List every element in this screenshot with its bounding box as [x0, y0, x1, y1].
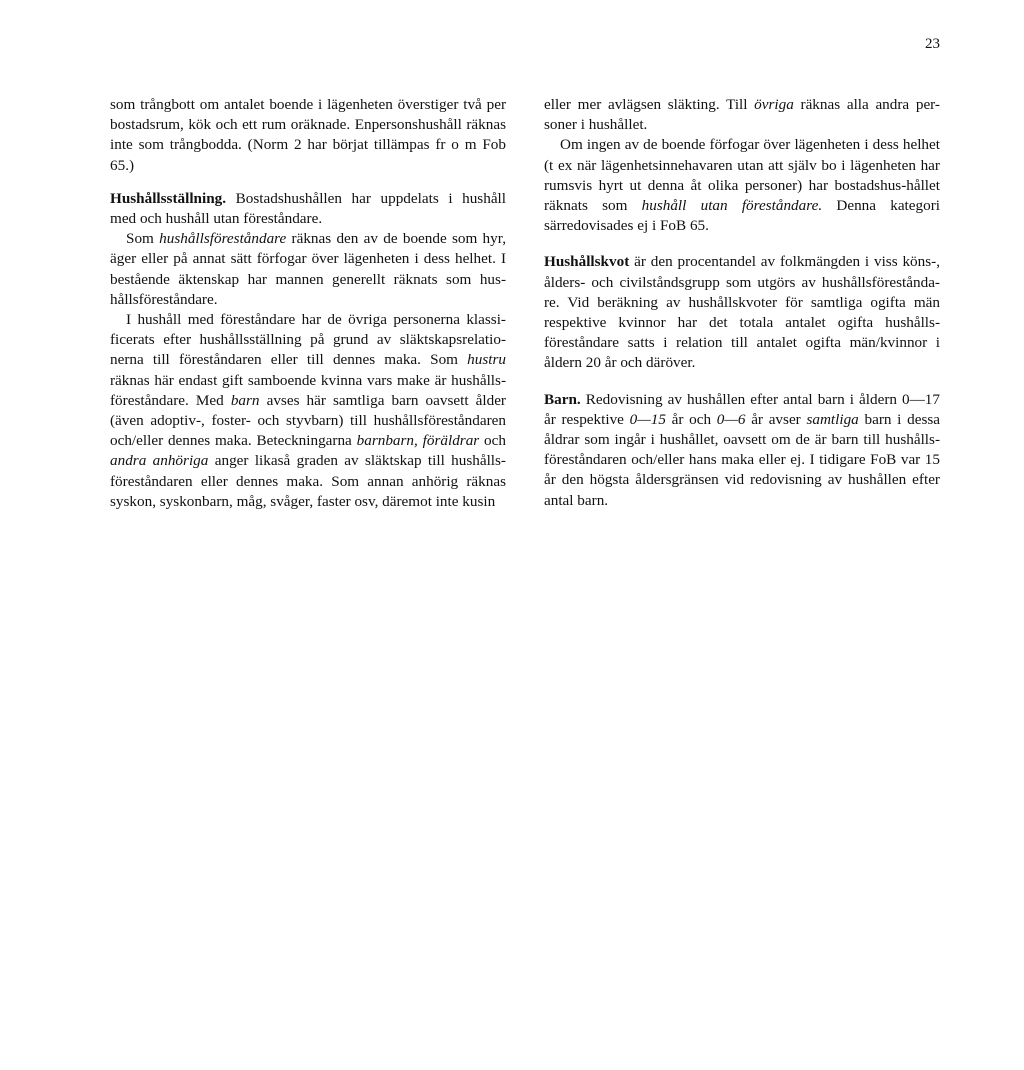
term-ovriga: övriga — [754, 96, 794, 113]
paragraph-hushall-med-forestandare — [110, 310, 506, 512]
text-segment: räknas här endast gift samboende kvinna vars make är hushålls-föreståndare. Med — [110, 371, 506, 409]
text-segment: anger likaså graden av släktskap till hushålls-föreståndaren eller dennes maka. Som annan anhörig räknas syskon, syskonbarn, måg, svåger, faster osv, däremot inte kusin — [110, 452, 506, 510]
text-hushallskvot: är den procentandel av folkmängden i viss köns-, ålders- och civilståndsgrupp som utgörs av hushållsförestånda-re. Vid beräkning av hushållskvoter för samtliga ogifta män respektive kvinnor har det totala antalet ogifta hushålls-föreståndare satts i relation till antalet ogifta män/kvinnor i åldern 20 år och däröver. — [544, 253, 940, 372]
text-segment: barn i dessa åldrar som ingår i hushållet, oavsett om de är barn till hushålls-föreståndaren och/eller hans maka eller ej. I tidigare FoB var 15 år den högsta åldersgränsen vid redovisning av hushållen efter antal barn. — [544, 410, 941, 509]
text-segment: år avser — [745, 410, 807, 428]
paragraph-barn — [544, 390, 940, 511]
term-barnbarn-foraldrar: barnbarn, föräldrar — [356, 432, 480, 450]
term-andra-anhoriga: andra anhöriga — [110, 452, 209, 470]
term-barn: barn — [230, 391, 260, 409]
term-0-15: 0—15 — [629, 410, 666, 428]
text-segment: Denna kategori särredovisades ej i FoB 65. — [544, 197, 940, 235]
text-segment: Om ingen av de boende förfogar över lägenheten i dess helhet (t ex när lägenhetsinnehavaren utan att själv bo i lägenheten har rumsvis hyrt ut denna åt olika personer) har bostadshus-hållet räknats som — [544, 136, 940, 215]
paragraph-hushallsforestandare — [110, 229, 506, 310]
page-number: 23 — [925, 36, 940, 52]
text-hushallsstallning: Bostadshushållen har uppdelats i hushåll med och hushåll utan föreståndare. — [110, 189, 506, 228]
text-segment: räknas alla andra per-soner i hushållet. — [544, 96, 940, 134]
text-segment: och — [479, 432, 506, 450]
text-segment: I hushåll med föreståndare har de övriga personerna klassi-ficerats efter hushållsställning på grund av släktskapsrelatio-nerna till föreståndaren eller till dennes maka. Som — [110, 311, 506, 369]
left-column — [110, 95, 506, 512]
text-segment: Som — [126, 230, 160, 248]
text-segment: eller mer avlägsen släkting. Till — [544, 96, 755, 113]
heading-barn: Barn. — [544, 390, 581, 408]
paragraph-ovriga — [544, 95, 940, 135]
term-samtliga: samtliga — [806, 410, 859, 428]
text-segment: räknas den av de boende som hyr, äger eller på annat sätt förfogar över lägenheten i dess helhet. I bestående äktenskap har mannen generellt räknats som hus-hållsföreståndare. — [110, 230, 506, 308]
paragraph-hushallskvot — [544, 252, 940, 373]
term-hushall-utan-forestandare: hushåll utan föreståndare. — [641, 197, 823, 215]
paragraph-trangbott: som trångbott om antalet boende i lägenheten överstiger två per bostadsrum, kök och ett rum oräknade. Enpersonshushåll räknas inte som trångbodda. (Norm 2 har börjat tillämpas fr o m Fob 65.) — [110, 96, 506, 174]
term-hushallsforestandare: hushållsföreståndare — [159, 230, 287, 248]
term-0-6: 0—6 — [716, 410, 746, 428]
text-segment: år och — [665, 410, 717, 428]
right-column — [544, 95, 940, 511]
term-hustru: hustru — [467, 351, 506, 369]
heading-hushallskvot: Hushållskvot — [544, 253, 630, 271]
heading-hushallsstallning: Hushållsställning. — [110, 189, 227, 207]
text-segment: avses här samtliga barn oavsett ålder (även adoptiv-, foster- och styvbarn) till hushållsföreståndaren och/eller dennes maka. Beteckningarna — [110, 391, 506, 450]
paragraph-hushallsstallning — [110, 189, 506, 229]
text-segment: Redovisning av hushållen efter antal barn i åldern 0—17 år respektive — [544, 390, 940, 428]
paragraph-utan-forestandare — [544, 135, 940, 236]
